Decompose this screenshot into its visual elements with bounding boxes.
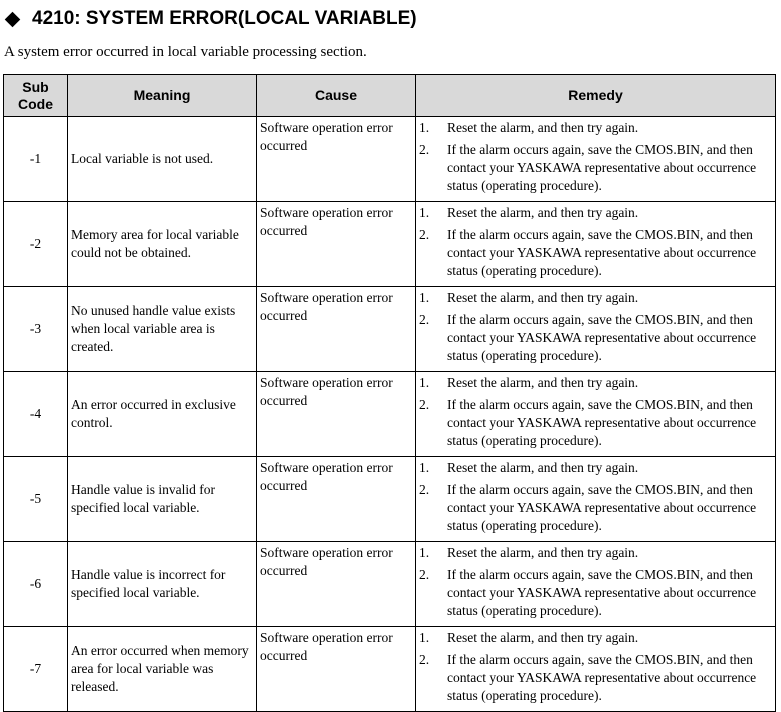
- remedy-step-number: 1.: [419, 120, 430, 135]
- remedy-step-number: 2.: [419, 482, 430, 497]
- column-header-meaning: Meaning: [68, 75, 257, 117]
- remedy-step-text: If the alarm occurs again, save the CMOS.BIN, and then contact your YASKAWA representative about occurrence status (operating procedure).: [447, 142, 757, 193]
- remedy-step-number: 1.: [419, 545, 430, 560]
- remedy-step-number: 2.: [419, 652, 430, 667]
- remedy-step-number: 1.: [419, 205, 430, 220]
- remedy-step-text: If the alarm occurs again, save the CMOS.BIN, and then contact your YASKAWA representative about occurrence status (operating procedure).: [447, 567, 757, 618]
- remedy-step-number: 2.: [419, 397, 430, 412]
- page-title: 4210: SYSTEM ERROR(LOCAL VARIABLE): [32, 8, 417, 29]
- remedy-step-text: Reset the alarm, and then try again.: [447, 460, 639, 475]
- column-header-sub-code: Sub Code: [4, 75, 68, 117]
- remedy-step-number: 1.: [419, 460, 430, 475]
- remedy-step-text: Reset the alarm, and then try again.: [447, 545, 639, 560]
- meaning-cell: An error occurred in exclusive control.: [68, 372, 257, 457]
- cause-cell: Software operation error occurred: [257, 117, 416, 202]
- remedy-step: [419, 311, 771, 365]
- remedy-step: [419, 566, 771, 620]
- remedy-step: [419, 226, 771, 280]
- column-header-remedy: Remedy: [416, 75, 776, 117]
- remedy-step: [419, 289, 771, 307]
- remedy-step-number: 1.: [419, 375, 430, 390]
- remedy-step-number: 2.: [419, 142, 430, 157]
- remedy-step: [419, 119, 771, 137]
- meaning-cell: An error occurred when memory area for local variable was released.: [68, 627, 257, 712]
- sub-code-cell: -2: [4, 202, 68, 287]
- table-row: [4, 202, 776, 287]
- section-description: A system error occurred in local variable processing section.: [4, 44, 367, 60]
- meaning-cell: Handle value is incorrect for specified local variable.: [68, 542, 257, 627]
- remedy-cell: [416, 117, 776, 202]
- remedy-step-text: Reset the alarm, and then try again.: [447, 290, 639, 305]
- table-row: [4, 542, 776, 627]
- table-row: [4, 457, 776, 542]
- remedy-step-text: If the alarm occurs again, save the CMOS.BIN, and then contact your YASKAWA representative about occurrence status (operating procedure).: [447, 482, 757, 533]
- meaning-cell: No unused handle value exists when local variable area is created.: [68, 287, 257, 372]
- section-heading: [3, 6, 417, 32]
- remedy-step: [419, 374, 771, 392]
- remedy-step-text: Reset the alarm, and then try again.: [447, 630, 639, 645]
- sub-code-cell: -5: [4, 457, 68, 542]
- remedy-cell: [416, 372, 776, 457]
- cause-cell: Software operation error occurred: [257, 287, 416, 372]
- remedy-step-text: Reset the alarm, and then try again.: [447, 120, 639, 135]
- remedy-cell: [416, 627, 776, 712]
- remedy-step-number: 1.: [419, 290, 430, 305]
- remedy-step: [419, 459, 771, 477]
- remedy-step: [419, 204, 771, 222]
- diamond-bullet-icon: [5, 11, 21, 27]
- remedy-step: [419, 651, 771, 705]
- table-row: [4, 372, 776, 457]
- remedy-step: [419, 481, 771, 535]
- remedy-cell: [416, 287, 776, 372]
- meaning-cell: Handle value is invalid for specified local variable.: [68, 457, 257, 542]
- remedy-step-text: If the alarm occurs again, save the CMOS.BIN, and then contact your YASKAWA representative about occurrence status (operating procedure).: [447, 312, 757, 363]
- remedy-step-text: If the alarm occurs again, save the CMOS.BIN, and then contact your YASKAWA representative about occurrence status (operating procedure).: [447, 227, 757, 278]
- sub-code-cell: -1: [4, 117, 68, 202]
- remedy-step-text: Reset the alarm, and then try again.: [447, 375, 639, 390]
- sub-code-cell: -3: [4, 287, 68, 372]
- cause-cell: Software operation error occurred: [257, 627, 416, 712]
- remedy-step: [419, 629, 771, 647]
- sub-code-cell: -6: [4, 542, 68, 627]
- remedy-step-number: 1.: [419, 630, 430, 645]
- meaning-cell: Local variable is not used.: [68, 117, 257, 202]
- remedy-step-number: 2.: [419, 567, 430, 582]
- table-row: [4, 117, 776, 202]
- remedy-step: [419, 396, 771, 450]
- remedy-step-number: 2.: [419, 312, 430, 327]
- remedy-step-text: If the alarm occurs again, save the CMOS.BIN, and then contact your YASKAWA representative about occurrence status (operating procedure).: [447, 397, 757, 448]
- alarm-table: [3, 74, 776, 712]
- cause-cell: Software operation error occurred: [257, 457, 416, 542]
- remedy-step-text: Reset the alarm, and then try again.: [447, 205, 639, 220]
- meaning-cell: Memory area for local variable could not be obtained.: [68, 202, 257, 287]
- remedy-cell: [416, 457, 776, 542]
- remedy-cell: [416, 542, 776, 627]
- sub-code-cell: -4: [4, 372, 68, 457]
- cause-cell: Software operation error occurred: [257, 202, 416, 287]
- table-row: [4, 627, 776, 712]
- cause-cell: Software operation error occurred: [257, 542, 416, 627]
- remedy-step-number: 2.: [419, 227, 430, 242]
- remedy-step: [419, 141, 771, 195]
- table-row: [4, 287, 776, 372]
- table-header-row: [4, 75, 776, 117]
- column-header-cause: Cause: [257, 75, 416, 117]
- sub-code-cell: -7: [4, 627, 68, 712]
- remedy-step: [419, 544, 771, 562]
- remedy-cell: [416, 202, 776, 287]
- cause-cell: Software operation error occurred: [257, 372, 416, 457]
- remedy-step-text: If the alarm occurs again, save the CMOS.BIN, and then contact your YASKAWA representative about occurrence status (operating procedure).: [447, 652, 757, 703]
